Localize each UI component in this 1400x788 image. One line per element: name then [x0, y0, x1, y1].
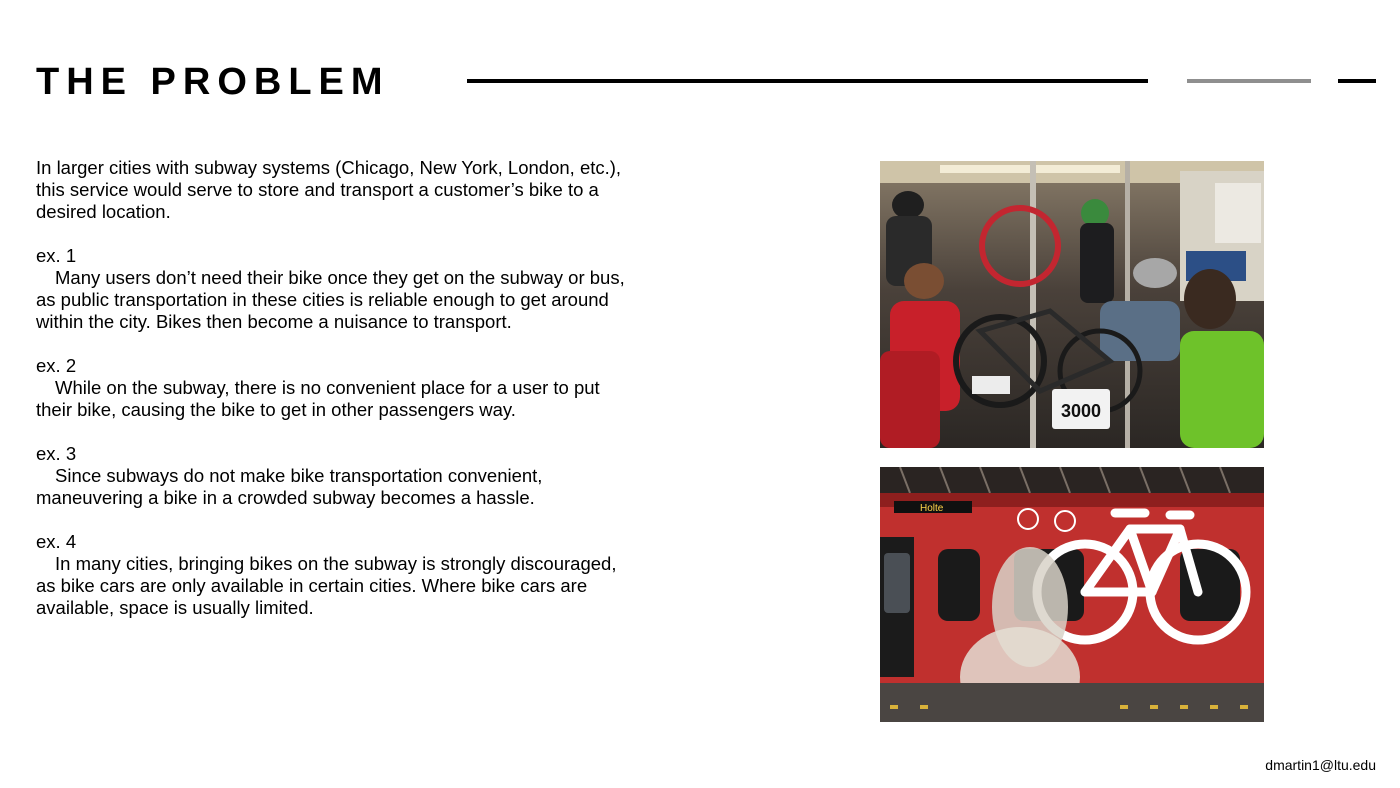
page-title: THE PROBLEM — [36, 61, 390, 103]
example-label: ex. 4 — [36, 531, 77, 552]
title-rule-gray — [1187, 79, 1311, 83]
bike-train-photo — [880, 467, 1264, 722]
example-3 — [36, 443, 636, 509]
example-4 — [36, 531, 636, 619]
title-rule-end — [1338, 79, 1376, 83]
example-2 — [36, 355, 636, 421]
example-text: In many cities, bringing bikes on the subway is strongly discouraged, as bike cars are only available in certain cities. Where bike cars are available, space is usually limited. — [36, 553, 617, 618]
train-destination-sign: Holte — [920, 503, 944, 514]
example-label: ex. 1 — [36, 245, 77, 266]
example-1 — [36, 245, 636, 333]
subway-bikes-photo — [880, 161, 1264, 448]
title-rule — [467, 79, 1148, 83]
example-label: ex. 3 — [36, 443, 77, 464]
example-text: While on the subway, there is no convenient place for a user to put their bike, causing the bike to get in other passengers way. — [36, 377, 600, 420]
problem-description — [36, 157, 636, 619]
race-number-tag: 3000 — [1060, 401, 1102, 421]
intro-paragraph: In larger cities with subway systems (Chicago, New York, London, etc.), this service would serve to store and transport a customer’s bike to a desired location. — [36, 157, 622, 222]
example-label: ex. 2 — [36, 355, 77, 376]
author-email: dmartin1@ltu.edu — [1265, 757, 1376, 773]
example-text: Many users don’t need their bike once they get on the subway or bus, as public transportation in these cities is reliable enough to get around within the city. Bikes then become a nuisance to transport. — [36, 267, 625, 332]
example-text: Since subways do not make bike transportation convenient, maneuvering a bike in a crowded subway becomes a hassle. — [36, 465, 543, 508]
